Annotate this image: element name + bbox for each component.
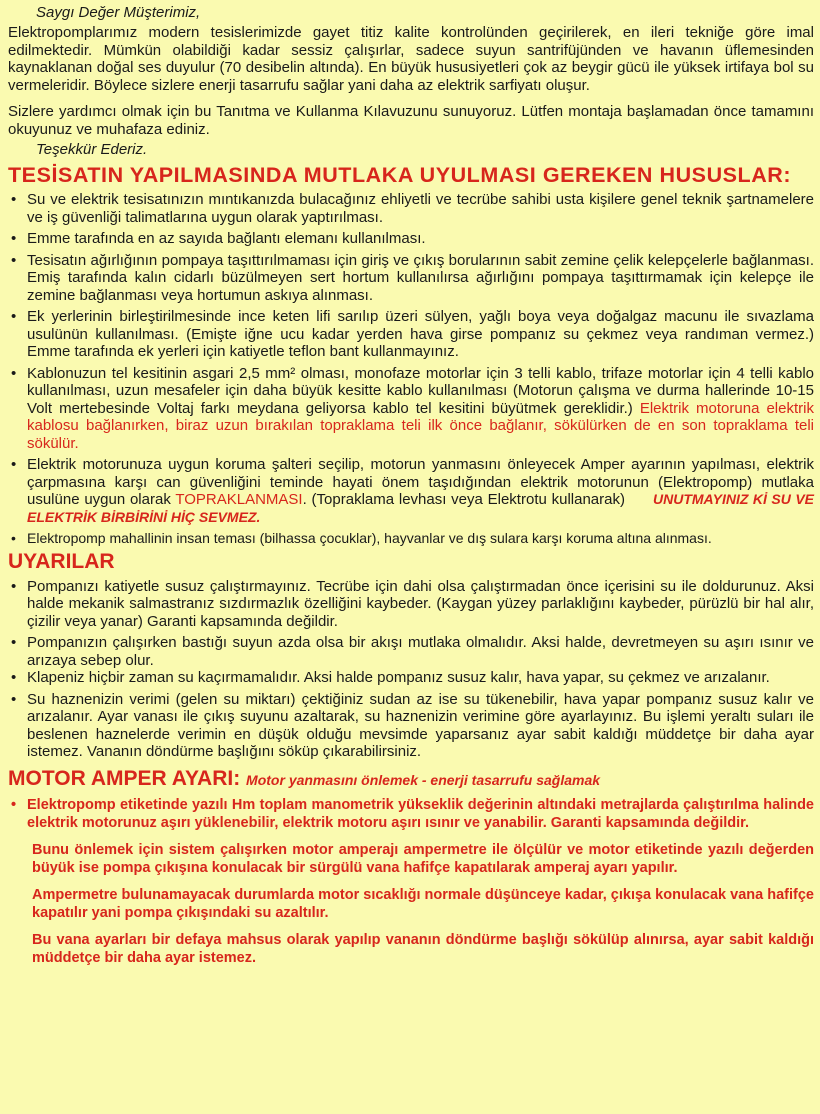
motor-paragraph: Ampermetre bulunamayacak durumlarda motor sıcaklığı normale düşünceye kadar, çıkışa konulacak vana hafifçe kapatılır yani pompa çıkışındaki su azaltılır.: [32, 886, 814, 921]
list-item: • Ek yerlerinin birleştirilmesinde ince keten lifi sarılıp üzeri sülyen, yağlı boya veya doğalgaz macunu ile sıvazlama usulünün kullanılması. (Emişte iğne ucu kadar yerden hava girse pompanız su çekmez veya randıman vermez.) Emme tarafında ek yerleri için katiyetle teflon bant kullanmayınız.: [11, 308, 814, 360]
list-item: • Pompanızı katiyetle susuz çalıştırmayınız. Tecrübe için dahi olsa çalıştırmadan önce içerisini su ile doldurunuz. Aksi halde mekanik salmastranız sızdırmazlık özelliğini kaybeder. (Kaygan yüzey parlaklığını kaybeder, pürüzlü bir hal alır, çizilir veya yanar) Garanti kapsamında değildir.: [11, 577, 814, 630]
grounding-wire-note: Elektrik motoruna elektrik kablosu bağlanırken, biraz uzun bırakılan topraklama teli ilk önce bağlanır, sökülürken de en son topraklama teli sökülür.: [27, 399, 814, 452]
motor-title: MOTOR AMPER AYARI: Motor yanmasını önlemek - enerji tasarrufu sağlamak: [8, 766, 601, 790]
list-item: • Emme tarafında en az sayıda bağlantı elemanı kullanılması.: [11, 230, 426, 247]
list-item: • Klapeniz hiçbir zaman su kaçırmamalıdır. Aksi halde pompanız susuz kalır, hava yapar, su çekmez ve arızalanır.: [11, 669, 770, 686]
grounding-word: TOPRAKLANMASI: [175, 491, 303, 508]
grounding-item: • Elektrik motorunuza uygun koruma şalteri seçilip, motorun yanmasını önleyecek Amper ayarının yapılması, elektrik çarpmasına karşı can güvenliğini teminde hayati önem taşıdığından elektrik motorunun (Elektropomp) mutlaka usulüne uygun olarak TOPRAKLANMASI. (Topraklama levhası veya Elektrotu kullanarak) UNUTMAYINIZ Kİ SU VE ELEKTRİK BİRBİRİNİ HİÇ SEVMEZ.: [11, 456, 815, 525]
intro-paragraph: Elektropomplarımız modern tesislerimizde gayet titiz kalite kontrolünden geçirilerek, en ileri tekniğe göre imal edilmektedir. Mümkün olabildiği kadar sessiz çalışırlar, sadece suyun santrifüjünden ve havanın üflemesinden kaynaklanan doğal ses duyulur (70 desibelin altında). En büyük hususiyetleri çok az beygir gücü ile yüksek irtifaya bol su vermeleridir. Böylece sizlere enerji tasarrufu sağlar yani daha az elektrik sarfiyatı oluşur.: [8, 24, 814, 94]
cable-item: • Kablonuzun tel kesitinin asgari 2,5 mm² olması, monofaze motorlar için 3 telli kablo, trifaze motorlar için 4 telli kablo kullanılması, uzun mesafeler için daha büyük kesitte kablo kullanılması (Motorun çalışma ve durma hallerinde 10-15 Volt mertebesinde Voltaj farkı meydana geliyorsa kablo tel kesitini büyütmek gereklidir.) Elektrik motoruna elektrik kablosu bağlanırken, biraz uzun bırakılan topraklama teli ilk önce bağlanır, sökülürken de en son topraklama teli sökülür.: [11, 364, 814, 452]
list-item: • Su ve elektrik tesisatınızın mıntıkanızda bulacağınız ehliyetli ve tecrübe sahibi usta kişilere genel teknik şartnamelere ve iş güvenliği talimatlarına uygun olarak yaptırılması.: [11, 191, 814, 226]
warnings-list: [8, 578, 814, 761]
warning-text: UNUTMAYINIZ Kİ SU VE ELEKTRİK BİRBİRİNİ HİÇ SEVMEZ.: [27, 491, 815, 525]
motor-subtitle: Motor yanmasını önlemek - enerji tasarrufu sağlamak: [246, 771, 601, 788]
list-item: • Pompanızın çalışırken bastığı suyun azda olsa bir akışı mutlaka olmalıdır. Aksi halde, devretmeyen su aşırı ısınır ve arızaya sebep olur.: [11, 634, 814, 669]
installation-list: [8, 191, 814, 548]
motor-paragraph: Bu vana ayarları bir defaya mahsus olarak yapılıp vananın döndürme başlığı sökülüp alınırsa, ayar sabit kaldığı müddetçe bir daha ayar istemez.: [32, 931, 814, 966]
thanks: Teşekkür Ederiz.: [36, 141, 148, 158]
motor-list: [8, 796, 814, 833]
greeting: Saygı Değer Müşterimiz,: [36, 4, 201, 21]
warnings-title: UYARILAR: [8, 549, 115, 573]
list-item: • Elektropomp etiketinde yazılı Hm toplam manometrik yükseklik değerinin altındaki metrajlarda çalıştırılma halinde elektrik motorunuz aşırı yüklenebilir, elektrik motoru aşırı ısınır ve yanabilir. Garanti kapsamında değildir.: [11, 796, 814, 831]
installation-title: TESİSATIN YAPILMASINDA MUTLAKA UYULMASI GEREKEN HUSUSLAR:: [8, 163, 792, 187]
list-item: • Tesisatın ağırlığının pompaya taşıttırılmaması için giriş ve çıkış borularının sabit zemine çelik kelepçelerle bağlanması. Emiş tarafında kalın cidarlı büzülmeyen sert hortum kullanılırsa ağırlığını pompaya taşıttırmamak için kelepçe ile zemine bağlanması veya hortumun askıya alınması.: [11, 251, 814, 304]
motor-paragraph: Bunu önlemek için sistem çalışırken motor amperajı ampermetre ile ölçülür ve motor etiketinde yazılı değerden büyük ise pompa çıkışına konulacak bir sürgülü vana hafifçe kapatılarak amperaj ayarı yapılır.: [32, 841, 814, 876]
manual-paragraph: Sizlere yardımcı olmak için bu Tanıtma ve Kullanma Kılavuzunu sunuyoruz. Lütfen montaja başlamadan önce tamamını okuyunuz ve muhafaza ediniz.: [8, 103, 814, 138]
list-item: • Su haznenizin verimi (gelen su miktarı) çektiğiniz sudan az ise su tükenebilir, hava yapar pompanız susuz kalır ve arızalanır. Ayar vanası ile çıkış suyunu azaltarak, su haznenizin verimine göre ayarlayınız. Bu işlemi yeraltı suları ile beslenen haznelerde verimin en düşük olduğu mevsimde yaparsanız ayar sabit kaldığı müddetçe bir daha ayar istemez. Vananın döndürme başlığını söküp çıkarabilirsiniz.: [11, 690, 814, 760]
list-item: • Elektropomp mahallinin insan teması (bilhassa çocuklar), hayvanlar ve dış sulara karşı koruma altına alınması.: [11, 530, 712, 546]
